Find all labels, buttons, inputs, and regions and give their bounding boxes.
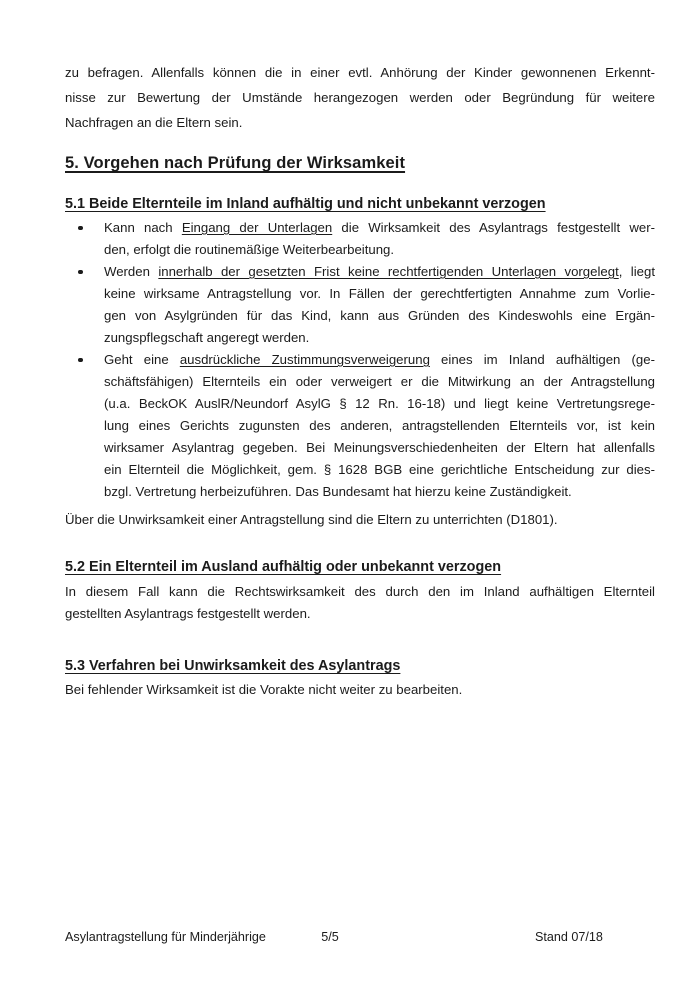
bullet-content (104, 217, 655, 261)
underlined-phrase: innerhalb der gesetzten Frist keine rechtfertigenden Unterlagen vorgelegt (158, 264, 619, 279)
page-footer (0, 930, 700, 950)
text-line: zu befragen. Allenfalls können die in einer evtl. Anhörung der Kinder gewonnenen Erkennt- (65, 65, 655, 80)
text-line: zungspflegschaft angeregt werden. (104, 330, 310, 345)
bullet-dot-icon (78, 270, 83, 275)
text-line: schäftsfähigen) Elternteils ein oder verweigert er die Mitwirkung an der Antragstellung (104, 374, 655, 389)
bullet-content (104, 261, 655, 349)
footer-page-number: 5/5 (321, 930, 339, 944)
text-segment: eines im Inland aufhältigen (ge- (429, 352, 655, 367)
bullet-dot-icon (78, 226, 83, 231)
text-line: (u.a. BeckOK AuslR/Neundorf AsylG § 12 Rn. 16-18) und liegt keine Vertretungsrege- (104, 396, 655, 411)
text-line: keine wirksame Antragstellung vor. In Fällen der gerechtfertigten Annahme zum Vorlie- (104, 286, 655, 301)
text-line: nisse zur Bewertung der Umstände herangezogen werden oder Begründung für weitere (65, 90, 655, 105)
text-line: wirksamer Asylantrag gegeben. Bei Meinungsverschiedenheiten der Eltern hat allenfalls (104, 440, 655, 455)
bullet-dot-icon (78, 358, 83, 363)
text-line: lung eines Gerichts zugunsten des anderen, antragstellenden Elternteils vor, ist kein (104, 418, 655, 433)
text-segment: Geht eine (104, 352, 180, 367)
bullet-item (65, 349, 655, 503)
footer-document-title: Asylantragstellung für Minderjährige (65, 930, 266, 944)
bullet-content (104, 349, 655, 503)
bullet-item (65, 261, 655, 349)
text-line: Bei fehlender Wirksamkeit ist die Vorakte nicht weiter zu bearbeiten. (65, 682, 463, 697)
section-5-heading: 5. Vorgehen nach Prüfung der Wirksamkeit (65, 154, 406, 172)
text-line: den, erfolgt die routinemäßige Weiterbearbeitung. (104, 242, 395, 257)
text-line (104, 217, 655, 239)
underlined-phrase: ausdrückliche Zustimmungsverweigerung (179, 352, 430, 367)
section-5-1-bullet-list (65, 217, 655, 503)
section-5-2-heading: 5.2 Ein Elternteil im Ausland aufhältig oder unbekannt verzogen (65, 559, 502, 575)
text-line: bzgl. Vertretung herbeizuführen. Das Bundesamt hat hierzu keine Zuständigkeit. (104, 484, 572, 499)
footer-version-date: Stand 07/18 (535, 930, 603, 944)
text-segment: , liegt (618, 264, 655, 279)
text-segment: die Wirksamkeit des Asylantrags festgestellt wer- (332, 220, 655, 235)
text-line: gestellten Asylantrags festgestellt werden. (65, 606, 311, 621)
section-5-1-heading: 5.1 Beide Elternteile im Inland aufhältig und nicht unbekannt verzogen (65, 196, 546, 212)
unwirksamkeit-note (65, 509, 655, 531)
text-line: Nachfragen an die Eltern sein. (65, 115, 243, 130)
intro-paragraph (65, 60, 655, 135)
text-line (104, 349, 655, 371)
text-segment: Werden (104, 264, 159, 279)
section-5-3-paragraph (65, 679, 655, 701)
text-line: ein Elternteil die Möglichkeit, gem. § 1628 BGB eine gerichtliche Entscheidung zur dies- (104, 462, 655, 477)
underlined-phrase: Eingang der Unterlagen (181, 220, 333, 235)
section-5-2-paragraph (65, 581, 655, 625)
text-line (104, 261, 655, 283)
bullet-item (65, 217, 655, 261)
text-line: In diesem Fall kann die Rechtswirksamkeit des durch den im Inland aufhältigen Elternteil (65, 584, 655, 599)
section-5-3-heading: 5.3 Verfahren bei Unwirksamkeit des Asylantrags (65, 658, 401, 674)
text-segment: Kann nach (104, 220, 182, 235)
text-line: Über die Unwirksamkeit einer Antragstellung sind die Eltern zu unterrichten (D1801). (65, 512, 558, 527)
text-line: gen von Asylgründen für das Kind, kann aus Gründen des Kindeswohls eine Ergän- (104, 308, 655, 323)
